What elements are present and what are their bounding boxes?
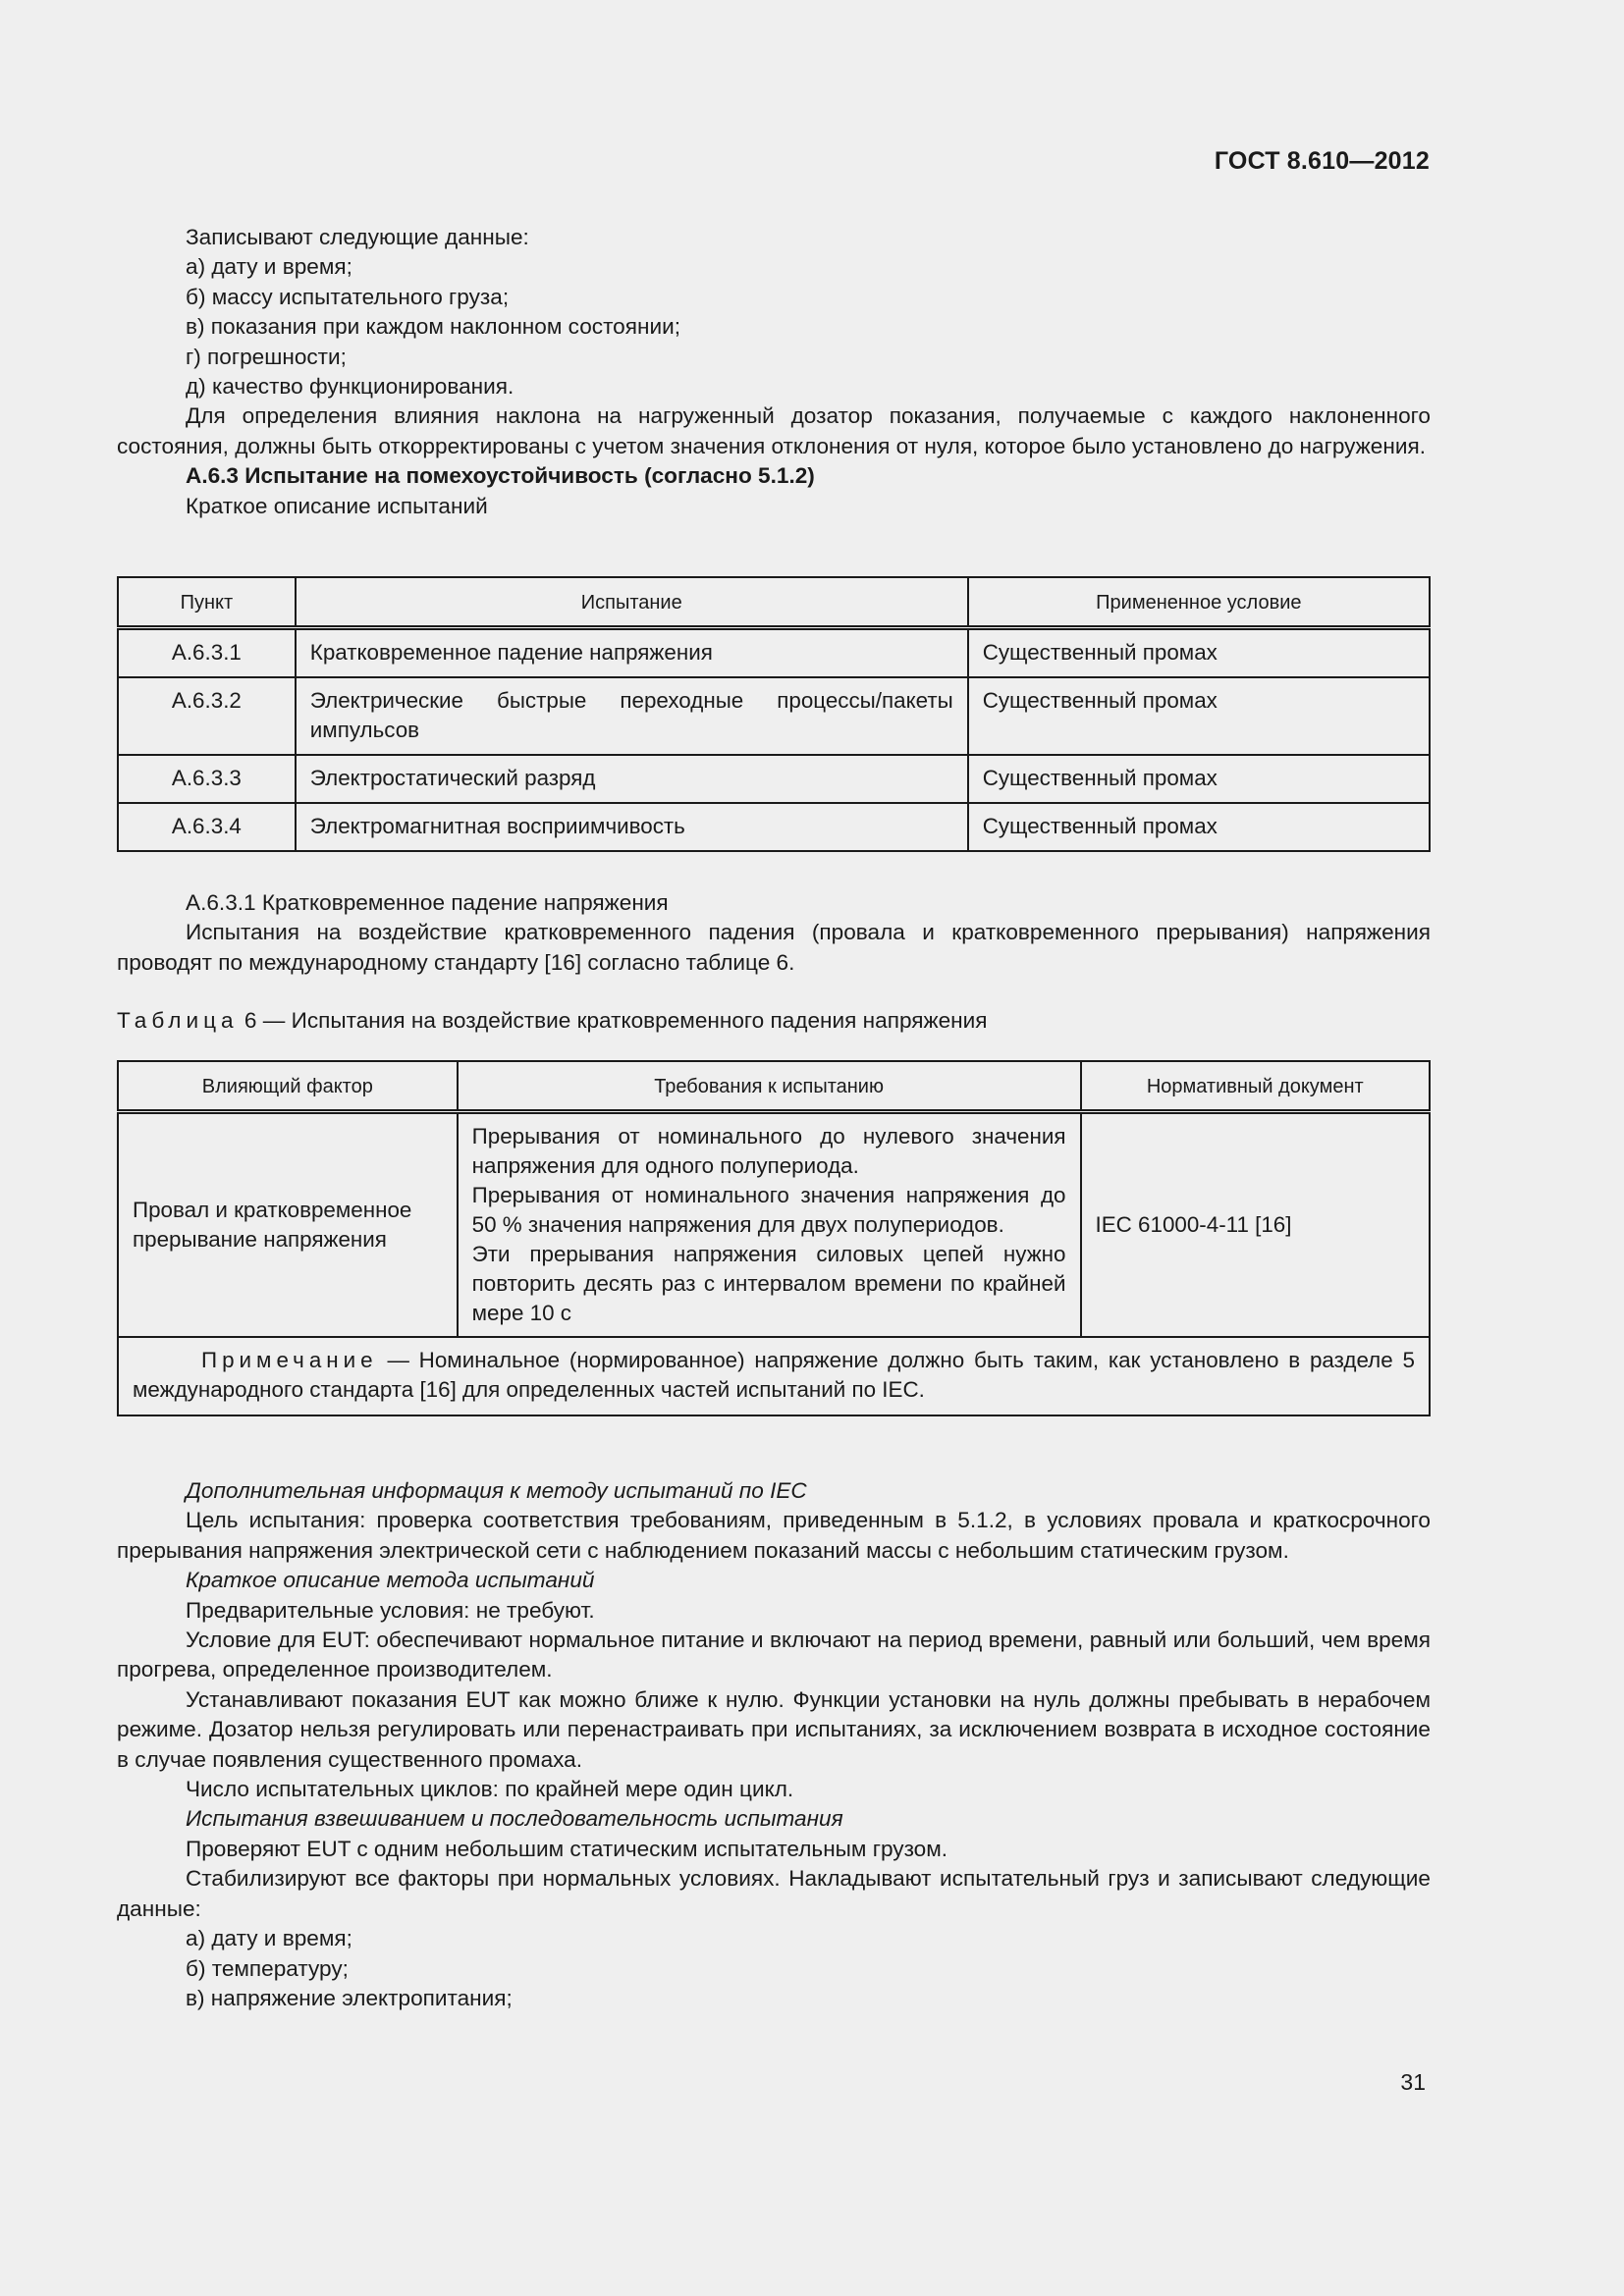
- voltage-dip-table: [117, 1060, 1431, 1416]
- table-cell: Существенный промах: [968, 677, 1430, 755]
- table-cell: Электрические быстрые переходные процессы/пакеты импульсов: [296, 677, 968, 755]
- column-header: Влияющий фактор: [118, 1061, 458, 1112]
- list-item: г) погрешности;: [186, 344, 347, 369]
- list-item: б) массу испытательного груза;: [186, 284, 510, 309]
- table-cell: Электростатический разряд: [296, 755, 968, 803]
- note-text: — Номинальное (нормированное) напряжение должно быть таким, как установлено в разделе 5 международного стандарта [16] для определенных частей испытаний по IEC.: [133, 1348, 1415, 1402]
- table-cell: Существенный промах: [968, 803, 1430, 851]
- list-item: а) дату и время;: [186, 254, 352, 280]
- table-row: [118, 628, 1430, 678]
- check-paragraph: Проверяют EUT с одним небольшим статическим испытательным грузом.: [186, 1836, 948, 1861]
- list-item: д) качество функционирования.: [186, 374, 514, 400]
- document-header: ГОСТ 8.610—2012: [1214, 147, 1430, 175]
- intro-block: [117, 223, 1431, 521]
- table-cell: А.6.3.4: [118, 803, 296, 851]
- table-row: [118, 755, 1430, 803]
- preconditions-paragraph: Предварительные условия: не требуют.: [186, 1597, 595, 1623]
- table-cell: А.6.3.1: [118, 628, 296, 678]
- note-cell: [118, 1337, 1430, 1415]
- factor-cell: Провал и кратковременное прерывание напряжения: [118, 1112, 458, 1338]
- weighing-heading: Испытания взвешиванием и последовательность испытания: [186, 1806, 843, 1832]
- list-item: б) температуру;: [186, 1955, 349, 1981]
- column-header: Испытание: [296, 577, 968, 628]
- purpose-paragraph: Цель испытания: проверка соответствия требованиям, приведенным в 5.1.2, в условиях провала и краткосрочного прерывания напряжения электрической сети с наблюдением показаний массы с небольшим статическим грузом.: [117, 1508, 1431, 1563]
- method-block: [117, 1476, 1431, 2013]
- table-header-row: [118, 1061, 1430, 1112]
- stabilize-paragraph: Стабилизируют все факторы при нормальных условиях. Накладывают испытательный груз и записывают следующие данные:: [117, 1866, 1431, 1921]
- cycles-paragraph: Число испытательных циклов: по крайней мере один цикл.: [186, 1777, 794, 1802]
- table-cell: Кратковременное падение напряжения: [296, 628, 968, 678]
- table-caption: [117, 1008, 988, 1034]
- requirement-line: Прерывания от номинального значения напряжения до 50 % значения напряжения для двух полупериодов.: [471, 1183, 1066, 1237]
- column-header: Требования к испытанию: [458, 1061, 1081, 1112]
- subsection-title: А.6.3.1 Кратковременное падение напряжения: [186, 890, 669, 915]
- list-item: а) дату и время;: [186, 1926, 352, 1951]
- table-cell: А.6.3.2: [118, 677, 296, 755]
- requirement-line: Прерывания от номинального до нулевого значения напряжения для одного полупериода.: [471, 1124, 1066, 1178]
- table-cell: Существенный промах: [968, 628, 1430, 678]
- table-row: [118, 803, 1430, 851]
- tilt-paragraph: Для определения влияния наклона на нагруженный дозатор показания, получаемые с каждого наклоненного состояния, должны быть откорректированы с учетом значения отклонения от нуля, которое было установлено до нагружения.: [117, 403, 1431, 458]
- requirement-line: Эти прерывания напряжения силовых цепей нужно повторить десять раз с интервалом времени по крайней мере 10 с: [471, 1242, 1066, 1325]
- table-row: [118, 677, 1430, 755]
- list-item: в) показания при каждом наклонном состоянии;: [186, 314, 680, 340]
- brief-method-heading: Краткое описание метода испытаний: [186, 1568, 595, 1593]
- extra-info-heading: Дополнительная информация к методу испытаний по IEC: [186, 1478, 807, 1503]
- section-heading: А.6.3 Испытание на помехоустойчивость (согласно 5.1.2): [186, 463, 815, 489]
- zero-setting-paragraph: Устанавливают показания EUT как можно ближе к нулю. Функции установки на нуль должны пребывать в нерабочем режиме. Дозатор нельзя регулировать или перенастраивать при испытаниях, за исключением возврата в исходное состояние в случае появления существенного промаха.: [117, 1686, 1431, 1772]
- note-word: Примечание: [201, 1348, 378, 1372]
- subsection-block: [117, 888, 1431, 978]
- document-cell: IEC 61000-4-11 [16]: [1081, 1112, 1431, 1338]
- caption-text: 6 — Испытания на воздействие кратковременного падения напряжения: [238, 1008, 988, 1033]
- table-header-row: [118, 577, 1430, 628]
- brief-label: Краткое описание испытаний: [186, 493, 488, 518]
- page-number: 31: [1400, 2069, 1426, 2095]
- column-header: Нормативный документ: [1081, 1061, 1431, 1112]
- column-header: Пункт: [118, 577, 296, 628]
- column-header: Примененное условие: [968, 577, 1430, 628]
- note-row: [118, 1337, 1430, 1415]
- caption-word: Таблица: [117, 1008, 239, 1033]
- table-cell: А.6.3.3: [118, 755, 296, 803]
- requirements-cell: [458, 1112, 1081, 1338]
- table-row: [118, 1112, 1430, 1338]
- record-label: Записывают следующие данные:: [186, 225, 529, 249]
- eut-condition-paragraph: Условие для EUT: обеспечивают нормальное питание и включают на период времени, равный или больший, чем время прогрева, определенное производителем.: [117, 1628, 1431, 1682]
- tests-table: [117, 576, 1431, 852]
- table-cell: Существенный промах: [968, 755, 1430, 803]
- list-item: в) напряжение электропитания;: [186, 1985, 513, 2010]
- table-cell: Электромагнитная восприимчивость: [296, 803, 968, 851]
- subsection-paragraph: Испытания на воздействие кратковременного падения (провала и кратковременного прерывания) напряжения проводят по международному стандарту [16] согласно таблице 6.: [117, 920, 1431, 975]
